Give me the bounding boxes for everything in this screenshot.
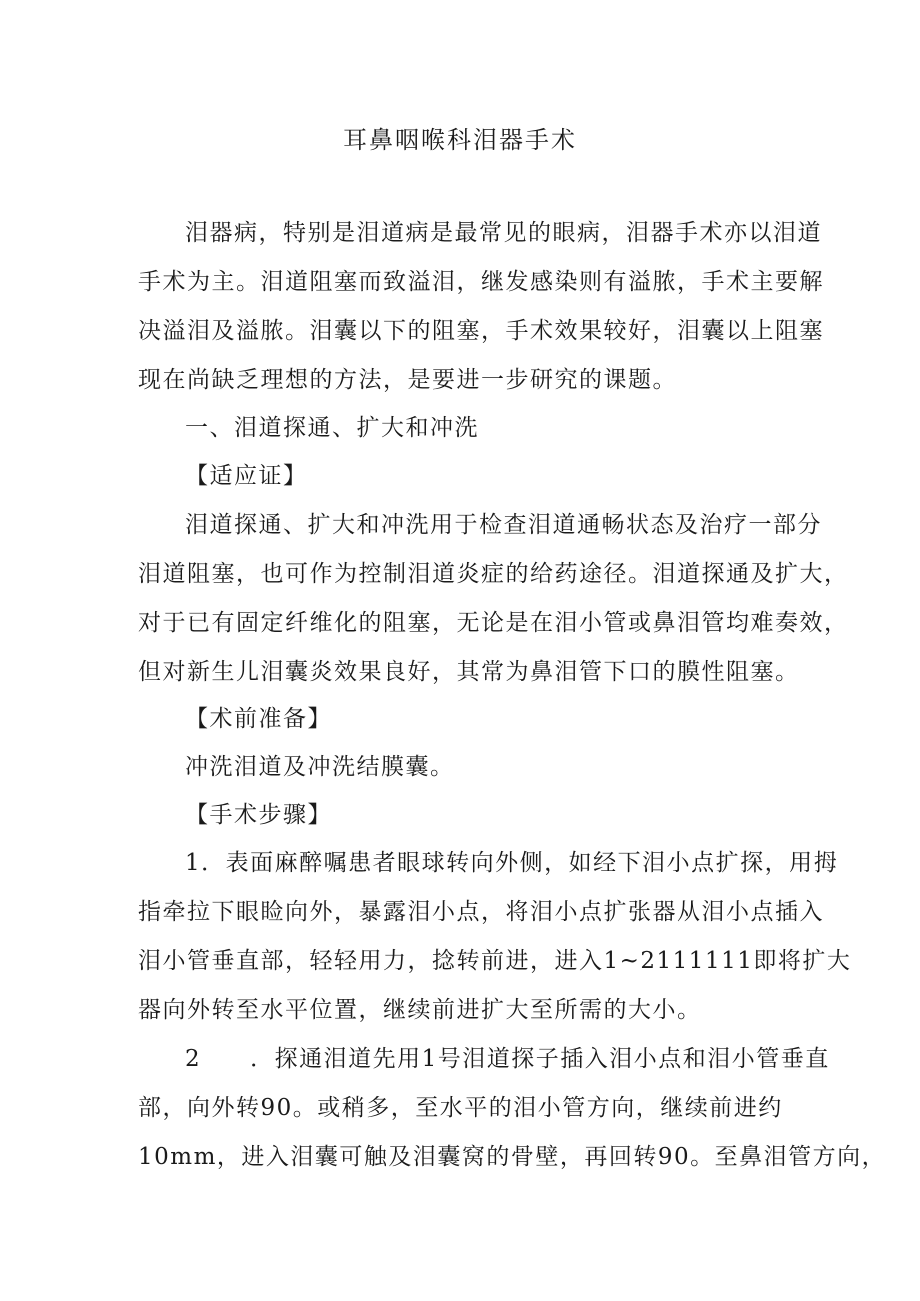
subsection-heading: 【术前准备】 — [185, 706, 332, 732]
paragraph-line: 对于已有固定纤维化的阻塞，无论是在泪小管或鼻泪管均难奏效， — [138, 610, 849, 636]
paragraph-line: 但对新生儿泪囊炎效果良好，其常为鼻泪管下口的膜性阻塞。 — [138, 659, 800, 685]
paragraph-line: 1．表面麻醉嘱患者眼球转向外侧，如经下泪小点扩探，用拇 — [185, 850, 839, 876]
paragraph-line: 泪器病，特别是泪道病是最常见的眼病，泪器手术亦以泪道 — [185, 220, 822, 246]
paragraph-line: 器向外转至水平位置，继续前进扩大至所需的大小。 — [138, 997, 702, 1023]
paragraph-line: 泪小管垂直部，轻轻用力，捻转前进，进入1~2111111即将扩大 — [138, 948, 852, 974]
paragraph-line: 部，向外转90。或稍多，至水平的泪小管方向，继续前进约 — [138, 1095, 783, 1121]
paragraph-line: 手术为主。泪道阻塞而致溢泪，继发感染则有溢脓，手术主要解 — [138, 269, 824, 295]
paragraph-line: 指牵拉下眼睑向外，暴露泪小点，将泪小点扩张器从泪小点插入 — [138, 899, 824, 925]
page-title: 耳鼻咽喉科泪器手术 — [343, 126, 577, 154]
subsection-heading: 【适应证】 — [185, 463, 308, 489]
paragraph-line: 10mm，进入泪囊可触及泪囊窝的骨壁，再回转90。至鼻泪管方向， — [138, 1144, 887, 1170]
paragraph-line: 泪道阻塞，也可作为控制泪道炎症的给药途径。泪道探通及扩大， — [138, 561, 849, 587]
paragraph-line: 现在尚缺乏理想的方法，是要进一步研究的课题。 — [138, 367, 677, 393]
paragraph-line: 冲洗泪道及冲洗结膜囊。 — [185, 754, 455, 780]
paragraph-line: 决溢泪及溢脓。泪囊以下的阻塞，手术效果较好，泪囊以上阻塞 — [138, 318, 824, 344]
paragraph-line: 泪道探通、扩大和冲洗用于检查泪道通畅状态及治疗一部分 — [185, 512, 822, 538]
subsection-heading: 【手术步骤】 — [185, 802, 332, 828]
paragraph-line: 2 ．探通泪道先用1号泪道探子插入泪小点和泪小管垂直 — [185, 1046, 830, 1072]
section-heading: 一、泪道探通、扩大和冲洗 — [185, 415, 479, 441]
